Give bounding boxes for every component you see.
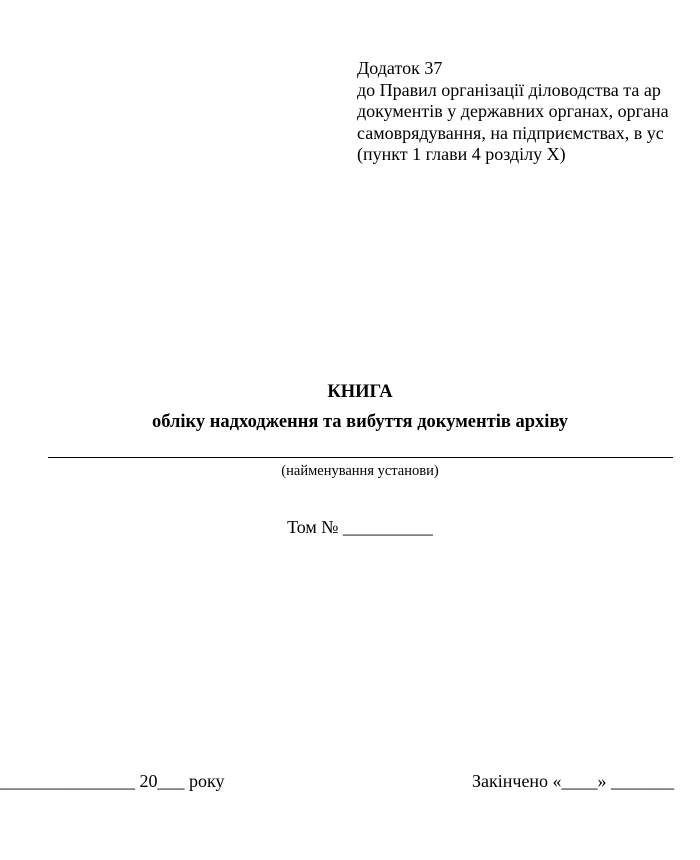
book-title: КНИГА <box>327 382 393 402</box>
appendix-number: Додаток 37 <box>357 58 443 78</box>
organization-name-line <box>48 457 673 458</box>
organization-caption: (найменування установи) <box>281 463 439 479</box>
book-subtitle: обліку надходження та вибуття документів архіву <box>151 412 569 432</box>
appendix-line: до Правил організації діловодства та ар <box>357 79 661 100</box>
end-date-field: Закінчено «____» _______ <box>472 771 675 791</box>
appendix-line: самоврядування, на підприємствах, в ус <box>357 122 664 143</box>
appendix-block <box>357 58 669 166</box>
appendix-line: документів у державних органах, органа <box>357 101 669 121</box>
start-date-field: _______________ 20___ року <box>0 771 225 791</box>
volume-number-field: Том № __________ <box>287 517 433 537</box>
appendix-reference: (пункт 1 глави 4 розділу X) <box>357 144 566 164</box>
